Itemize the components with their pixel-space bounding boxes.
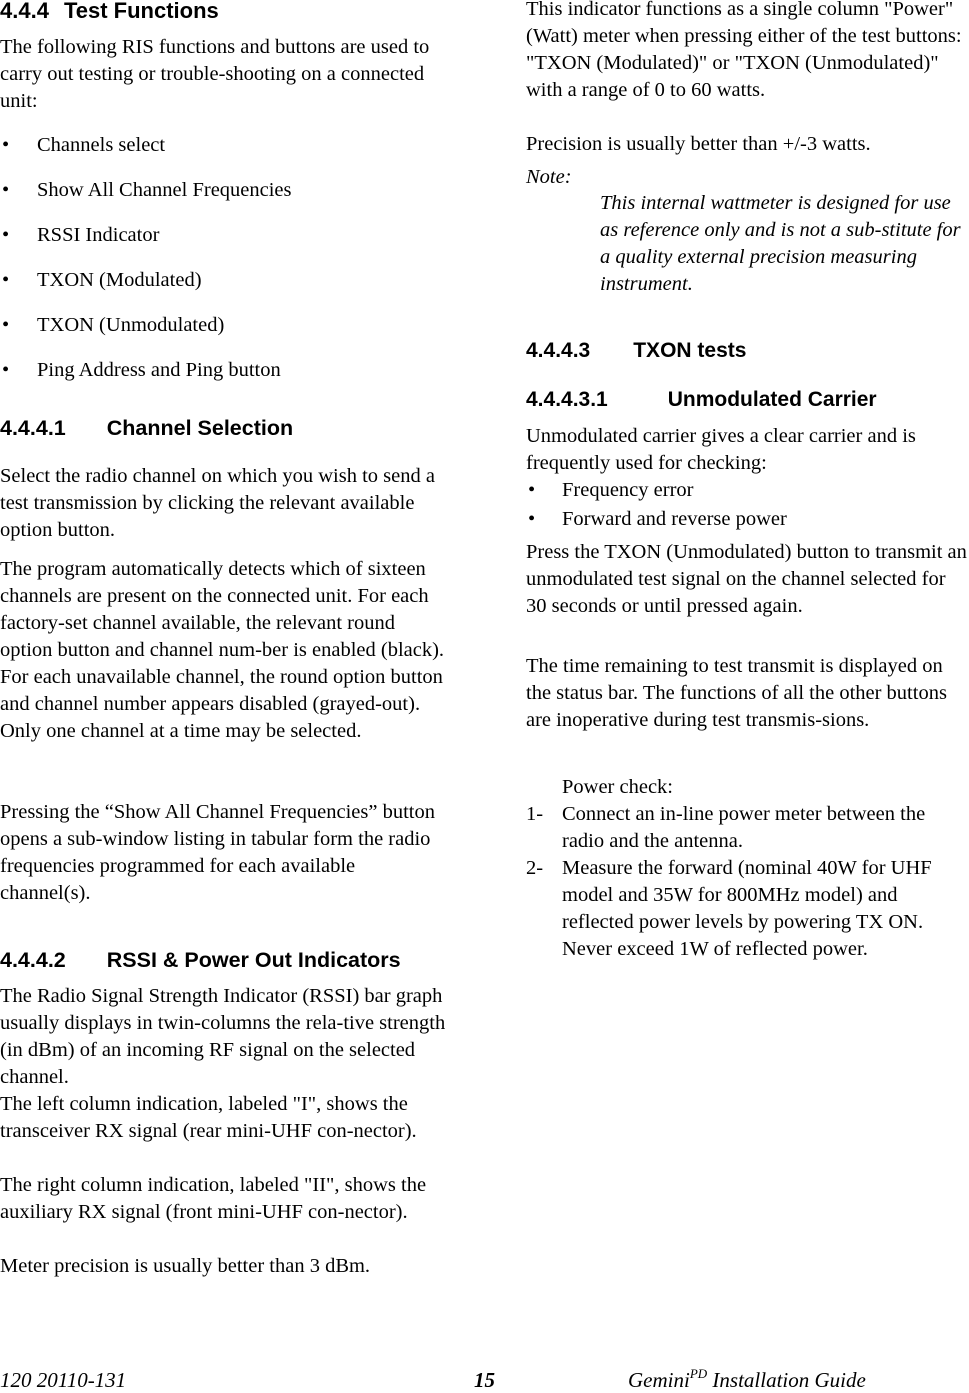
power-check-label: Power check: <box>562 776 673 798</box>
subsection-heading-channel-selection: 4.4.4.1 Channel Selection <box>0 416 294 440</box>
paragraph: The Radio Signal Strength Indicator (RSSI) bar graph usually displays in twin-columns the rela-tive strength (in dBm) of an incoming RF signal on the selected channel. <box>0 985 446 1088</box>
section-title: Test Functions <box>63 0 219 23</box>
paragraph: The left column indication, labeled "I", shows the transceiver RX signal (rear mini-UHF con-nector). <box>0 1093 417 1142</box>
paragraph: This indicator functions as a single column "Power" (Watt) meter when pressing either of the test buttons: "TXON (Modulated)" or "TXON (Unmodulated)" with a range of 0 to 60 watts. <box>526 0 962 101</box>
paragraph: The right column indication, labeled "II", shows the auxiliary RX signal (front mini-UHF con-nector). <box>0 1174 427 1223</box>
subsection-heading-txon: 4.4.4.3 TXON tests <box>526 339 747 362</box>
paragraph: Pressing the “Show All Channel Frequencies” button opens a sub-window listing in tabular form the radio frequencies programmed for each available channel(s). <box>0 801 435 904</box>
note-body: This internal wattmeter is designed for use as reference only and is not a sub-stitute for a quality external precision measuring instrument. <box>600 192 961 295</box>
note <box>526 164 969 295</box>
paragraph: Meter precision is usually better than 3 dBm. <box>0 1255 371 1277</box>
subsection-heading-rssi: 4.4.4.2 RSSI & Power Out Indicators <box>0 948 401 972</box>
paragraph: The program automatically detects which of sixteen channels are present on the connected unit. For each factory-set channel available, the relevant round option button and channel num-ber is enabled (black). For each unavailable channel, the round option button and channel number appears disabled (grayed-out). Only one channel at a time may be selected. <box>0 558 445 742</box>
page-number: 15 <box>474 1368 495 1392</box>
paragraph: Unmodulated carrier gives a clear carrier and is frequently used for checking: <box>526 425 916 474</box>
note-label: Note: <box>526 166 572 188</box>
document-number: 120 20110-131 <box>0 1368 127 1392</box>
paragraph: The time remaining to test transmit is displayed on the status bar. The functions of all the other buttons are inoperative during test transmis-sions. <box>526 655 947 731</box>
paragraph: Select the radio channel on which you wish to send a test transmission by clicking the relevant available option button. <box>0 465 435 541</box>
paragraph: Press the TXON (Unmodulated) button to transmit an unmodulated test signal on the channel selected for 30 seconds or until pressed again. <box>526 541 967 617</box>
section-number: 4.4.4 <box>0 0 49 23</box>
paragraph: Precision is usually better than +/-3 watts. <box>526 133 871 155</box>
section-heading <box>0 0 219 24</box>
subsection-heading-unmodulated: 4.4.4.3.1 Unmodulated Carrier <box>526 388 877 411</box>
guide-title: Gemini$^{PD}$ Installation Guide <box>628 1366 866 1392</box>
intro-paragraph: The following RIS functions and buttons are used to carry out testing or trouble-shooting on a connected unit: <box>0 36 430 112</box>
